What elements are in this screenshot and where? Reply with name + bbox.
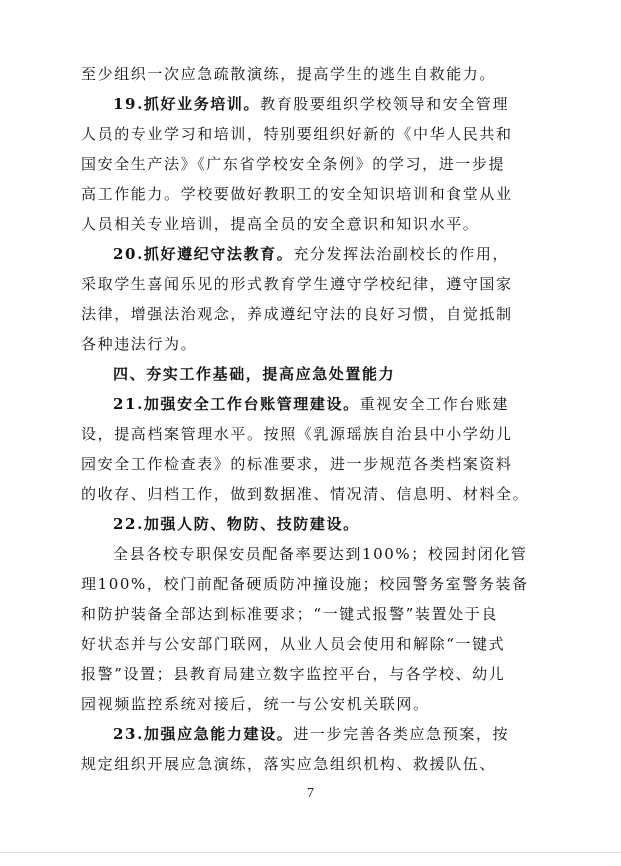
paragraph-line: 采取学生喜闻乐见的形式教育学生遵守学校纪律，遵守国家 [81,275,513,293]
page-bottom-divider [0,852,621,853]
numbered-item-line [81,239,561,269]
section-heading: 四、夯实工作基础，提高应急处置能力 [113,365,396,383]
paragraph-line: 国安全生产法》《广东省学校安全条例》的学习，进一步提 [81,155,506,173]
paragraph-line: 法律，增强法治观念，养成遵纪守法的良好习惯，自觉抵制 [81,305,513,323]
numbered-item-line [81,389,561,419]
paragraph-line: 报警”设置；县教育局建立数字监控平台，与各学校、幼儿 [81,665,506,683]
paragraph-line: 设，提高档案管理水平。按照《乳源瑶族自治县中小学幼儿 [81,425,513,443]
paragraph-line: 园安全工作检查表》的标准要求，进一步规范各类档案资料 [81,455,513,473]
page-number: 7 [307,786,314,801]
item-heading: 22.加强人防、物防、技防建设。 [113,515,360,533]
document-body [81,59,561,779]
numbered-item-line [81,89,561,119]
item-heading: 23.加强应急能力建设。 [113,725,294,743]
paragraph-line: 全县各校专职保安员配备率要达到100%；校园封闭化管 [113,545,528,563]
paragraph-line: 理100%，校门前配备硬质防冲撞设施；校园警务室警务装备 [81,575,529,593]
paragraph-line: 至少组织一次应急疏散演练，提高学生的逃生自救能力。 [81,65,497,83]
paragraph-line: 人员相关专业培训，提高全员的安全意识和知识水平。 [81,215,480,233]
paragraph-line: 好状态并与公安部门联网，从业人员会使用和解除“一键式 [81,635,506,653]
numbered-item-line [81,719,561,749]
item-text: 重视安全工作台账建 [359,395,510,413]
item-heading: 21.加强安全工作台账管理建设。 [113,395,360,413]
paragraph-line: 人员的专业学习和培训，特别要组织好新的《中华人民共和 [81,125,513,143]
item-text: 进一步完善各类应急预案，按 [293,725,510,743]
paragraph-line: 高工作能力。学校要做好教职工的安全知识培训和食堂从业 [81,185,513,203]
item-text: 教育股要组织学校领导和安全管理 [260,95,510,113]
paragraph-line: 的收存、归档工作，做到数据准、情况清、信息明、材料全。 [81,485,530,503]
item-text: 充分发挥法治副校长的作用， [293,245,510,263]
item-heading: 19.抓好业务培训。 [113,95,261,113]
paragraph-line: 园视频监控系统对接后，统一与公安机关联网。 [81,695,430,713]
paragraph-line: 和防护装备全部达到标准要求；“一键式报警”装置处于良 [81,605,498,623]
paragraph-line: 规定组织开展应急演练，落实应急组织机构、救援队伍、 [81,755,497,773]
item-heading: 20.抓好遵纪守法教育。 [113,245,294,263]
paragraph-line: 各种违法行为。 [81,335,198,353]
numbered-item-line [81,509,561,539]
